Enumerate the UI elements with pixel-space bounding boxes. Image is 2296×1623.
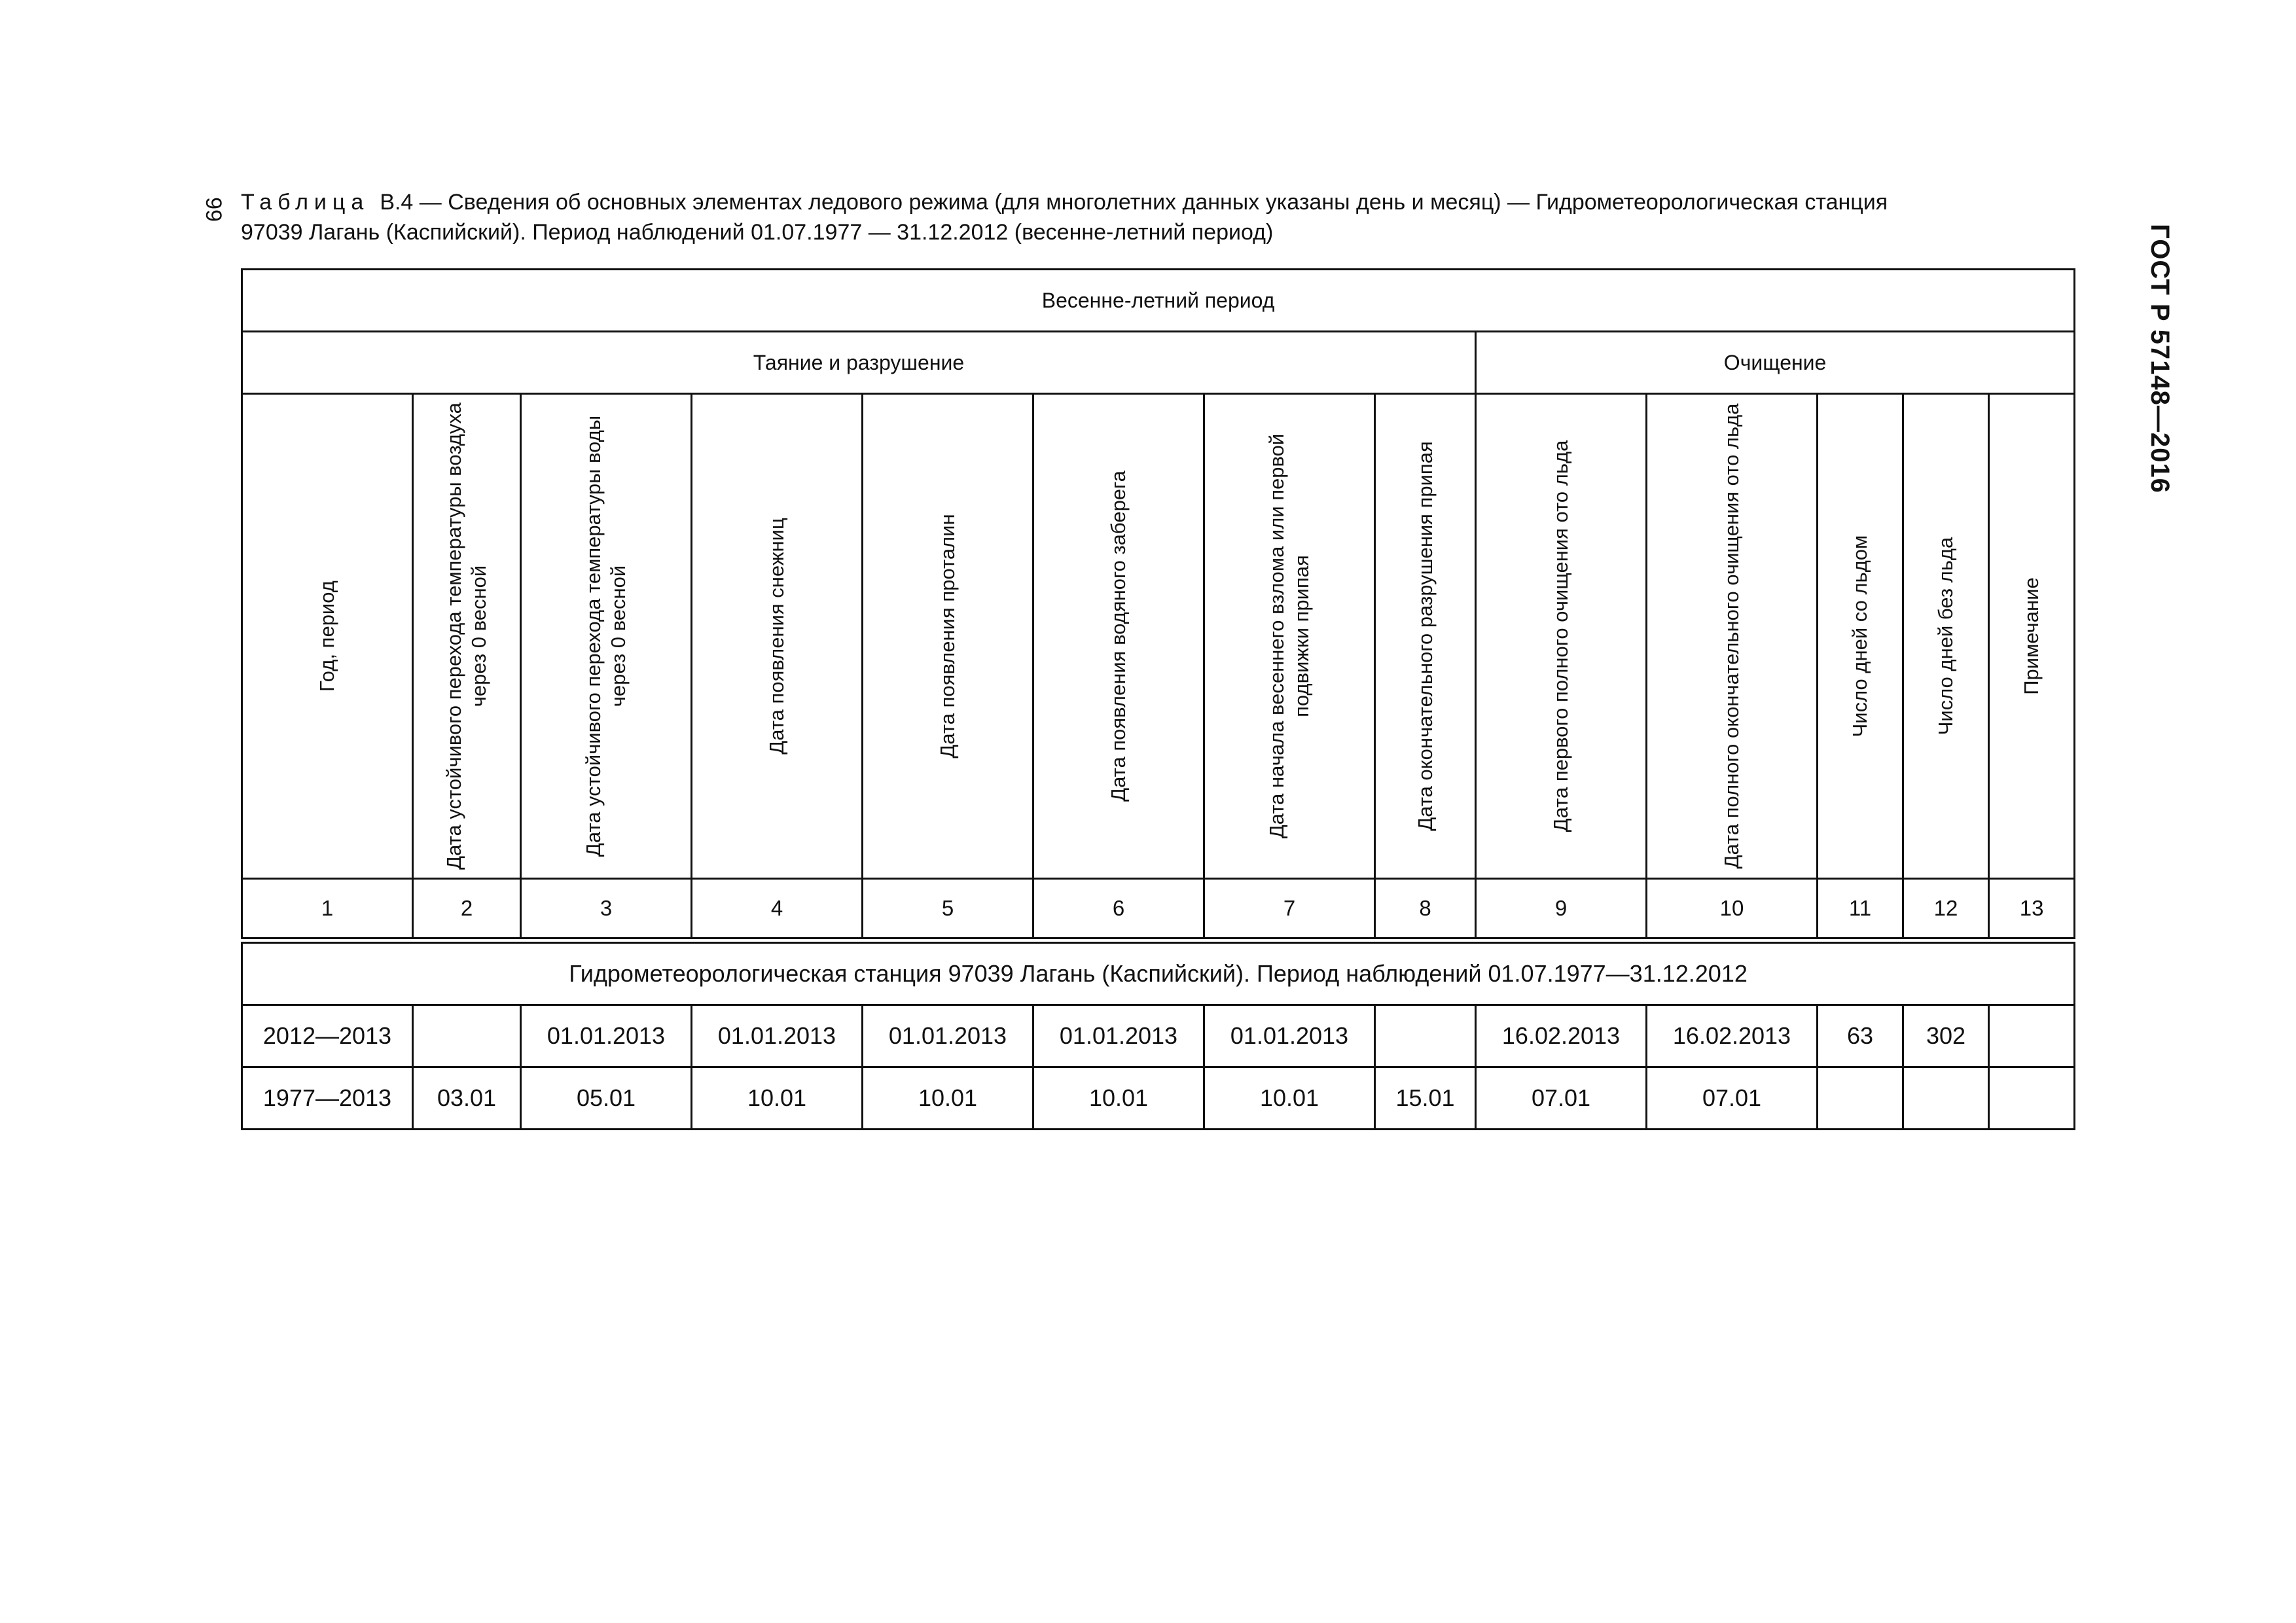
column-number: 11: [1818, 879, 1903, 941]
column-number: 1: [242, 879, 413, 941]
table-cell: 2012—2013: [242, 1005, 413, 1067]
column-header: [1818, 394, 1903, 879]
column-number: 7: [1204, 879, 1375, 941]
column-header-text: Дата появления снежниц: [765, 518, 788, 755]
table-cell: 10.01: [692, 1067, 863, 1130]
table-cell: 16.02.2013: [1476, 1005, 1647, 1067]
column-header-text: Число дней со льдом: [1848, 535, 1871, 738]
column-number: 13: [1989, 879, 2075, 941]
caption-label: Таблица: [241, 190, 370, 215]
table-cell: 03.01: [413, 1067, 521, 1130]
column-header-text: Дата полного окончательного очищения ото льда: [1720, 403, 1743, 869]
table-caption: [241, 187, 2073, 247]
column-header-box: [1376, 395, 1475, 878]
caption-line-1: [241, 187, 2073, 217]
column-header: [1204, 394, 1375, 879]
column-header-box: [1990, 395, 2073, 878]
column-header: [1989, 394, 2075, 879]
table-cell: 07.01: [1647, 1067, 1818, 1130]
column-header-box: [692, 395, 861, 878]
column-header-box: [1477, 395, 1645, 878]
table-cell: 302: [1903, 1005, 1989, 1067]
column-header: [521, 394, 692, 879]
column-number: 8: [1375, 879, 1476, 941]
table-cell: 01.01.2013: [863, 1005, 1033, 1067]
table-cell: 01.01.2013: [1204, 1005, 1375, 1067]
column-number: 3: [521, 879, 692, 941]
caption-line-2: 97039 Лагань (Каспийский). Период наблюдений 01.07.1977 — 31.12.2012 (весенне-летний период): [241, 220, 1274, 245]
column-header-text: Дата появления проталин: [936, 514, 959, 758]
column-header-text: Дата первого полного очищения ото льда: [1549, 440, 1572, 832]
period-header: Весенне-летний период: [242, 270, 2075, 332]
column-header-box: [863, 395, 1032, 878]
table-row: [242, 1005, 2075, 1067]
column-header: [863, 394, 1033, 879]
table-cell: 05.01: [521, 1067, 692, 1130]
table-cell: 10.01: [1033, 1067, 1204, 1130]
column-header-box: [1034, 395, 1203, 878]
column-header-text: Дата окончательного разрушения припая: [1413, 441, 1437, 831]
group-header-row: [242, 332, 2075, 394]
page-number: 99: [201, 197, 226, 222]
table-cell: [1818, 1067, 1903, 1130]
table-row: [242, 1067, 2075, 1130]
column-number: 9: [1476, 879, 1647, 941]
table-cell: 01.01.2013: [521, 1005, 692, 1067]
column-header: [1647, 394, 1818, 879]
period-header-row: [242, 270, 2075, 332]
standard-code: ГОСТ Р 57148—2016: [2145, 224, 2174, 493]
column-number: 6: [1033, 879, 1204, 941]
group-header-thaw: Таяние и разрушение: [242, 332, 1476, 394]
column-header-text: Дата устойчивого перехода температуры воздуха через 0 весной: [442, 402, 490, 870]
ice-regime-table: [241, 268, 2075, 1130]
table-cell: 01.01.2013: [692, 1005, 863, 1067]
column-header-text: Дата устойчивого перехода температуры воды через 0 весной: [582, 415, 630, 857]
column-header: [413, 394, 521, 879]
station-title: Гидрометеорологическая станция 97039 Лагань (Каспийский). Период наблюдений 01.07.1977—31.12.2012: [242, 940, 2075, 1005]
table-cell: 07.01: [1476, 1067, 1647, 1130]
column-header: [1903, 394, 1989, 879]
table-cell: [1989, 1005, 2075, 1067]
column-header-text: Дата появления водяного заберега: [1107, 471, 1130, 802]
table-cell: [1989, 1067, 2075, 1130]
table-cell: 1977—2013: [242, 1067, 413, 1130]
column-header-box: [414, 395, 520, 878]
column-header-box: [1647, 395, 1816, 878]
group-header-clearing: Очищение: [1476, 332, 2075, 394]
caption-line-1-text: В.4 — Сведения об основных элементах ледового режима (для многолетних данных указаны день и месяц) — Гидрометеорологическая станция: [380, 190, 1888, 215]
column-header-text: Примечание: [2020, 577, 2043, 695]
column-header: [1476, 394, 1647, 879]
column-header-row: [242, 394, 2075, 879]
column-number: 2: [413, 879, 521, 941]
station-row: [242, 940, 2075, 1005]
table-cell: [1903, 1067, 1989, 1130]
table-cell: 63: [1818, 1005, 1903, 1067]
column-header: [692, 394, 863, 879]
column-header-box: [1904, 395, 1988, 878]
table-cell: [1375, 1005, 1476, 1067]
table-cell: 01.01.2013: [1033, 1005, 1204, 1067]
column-header: [1033, 394, 1204, 879]
table-cell: 10.01: [1204, 1067, 1375, 1130]
table-cell: 10.01: [863, 1067, 1033, 1130]
column-header: [242, 394, 413, 879]
column-number: 4: [692, 879, 863, 941]
column-header: [1375, 394, 1476, 879]
column-header-box: [522, 395, 691, 878]
column-number: 12: [1903, 879, 1989, 941]
table-cell: [413, 1005, 521, 1067]
column-number-row: [242, 879, 2075, 941]
column-header-box: [1205, 395, 1374, 878]
table-cell: 15.01: [1375, 1067, 1476, 1130]
column-number: 5: [863, 879, 1033, 941]
table-cell: 16.02.2013: [1647, 1005, 1818, 1067]
column-header-text: Число дней без льда: [1934, 537, 1957, 736]
column-header-box: [1818, 395, 1902, 878]
column-header-text: Дата начала весеннего взлома или первой подвижки припая: [1265, 433, 1313, 839]
column-number: 10: [1647, 879, 1818, 941]
column-header-text: Год, период: [315, 580, 338, 692]
column-header-box: [243, 395, 412, 878]
